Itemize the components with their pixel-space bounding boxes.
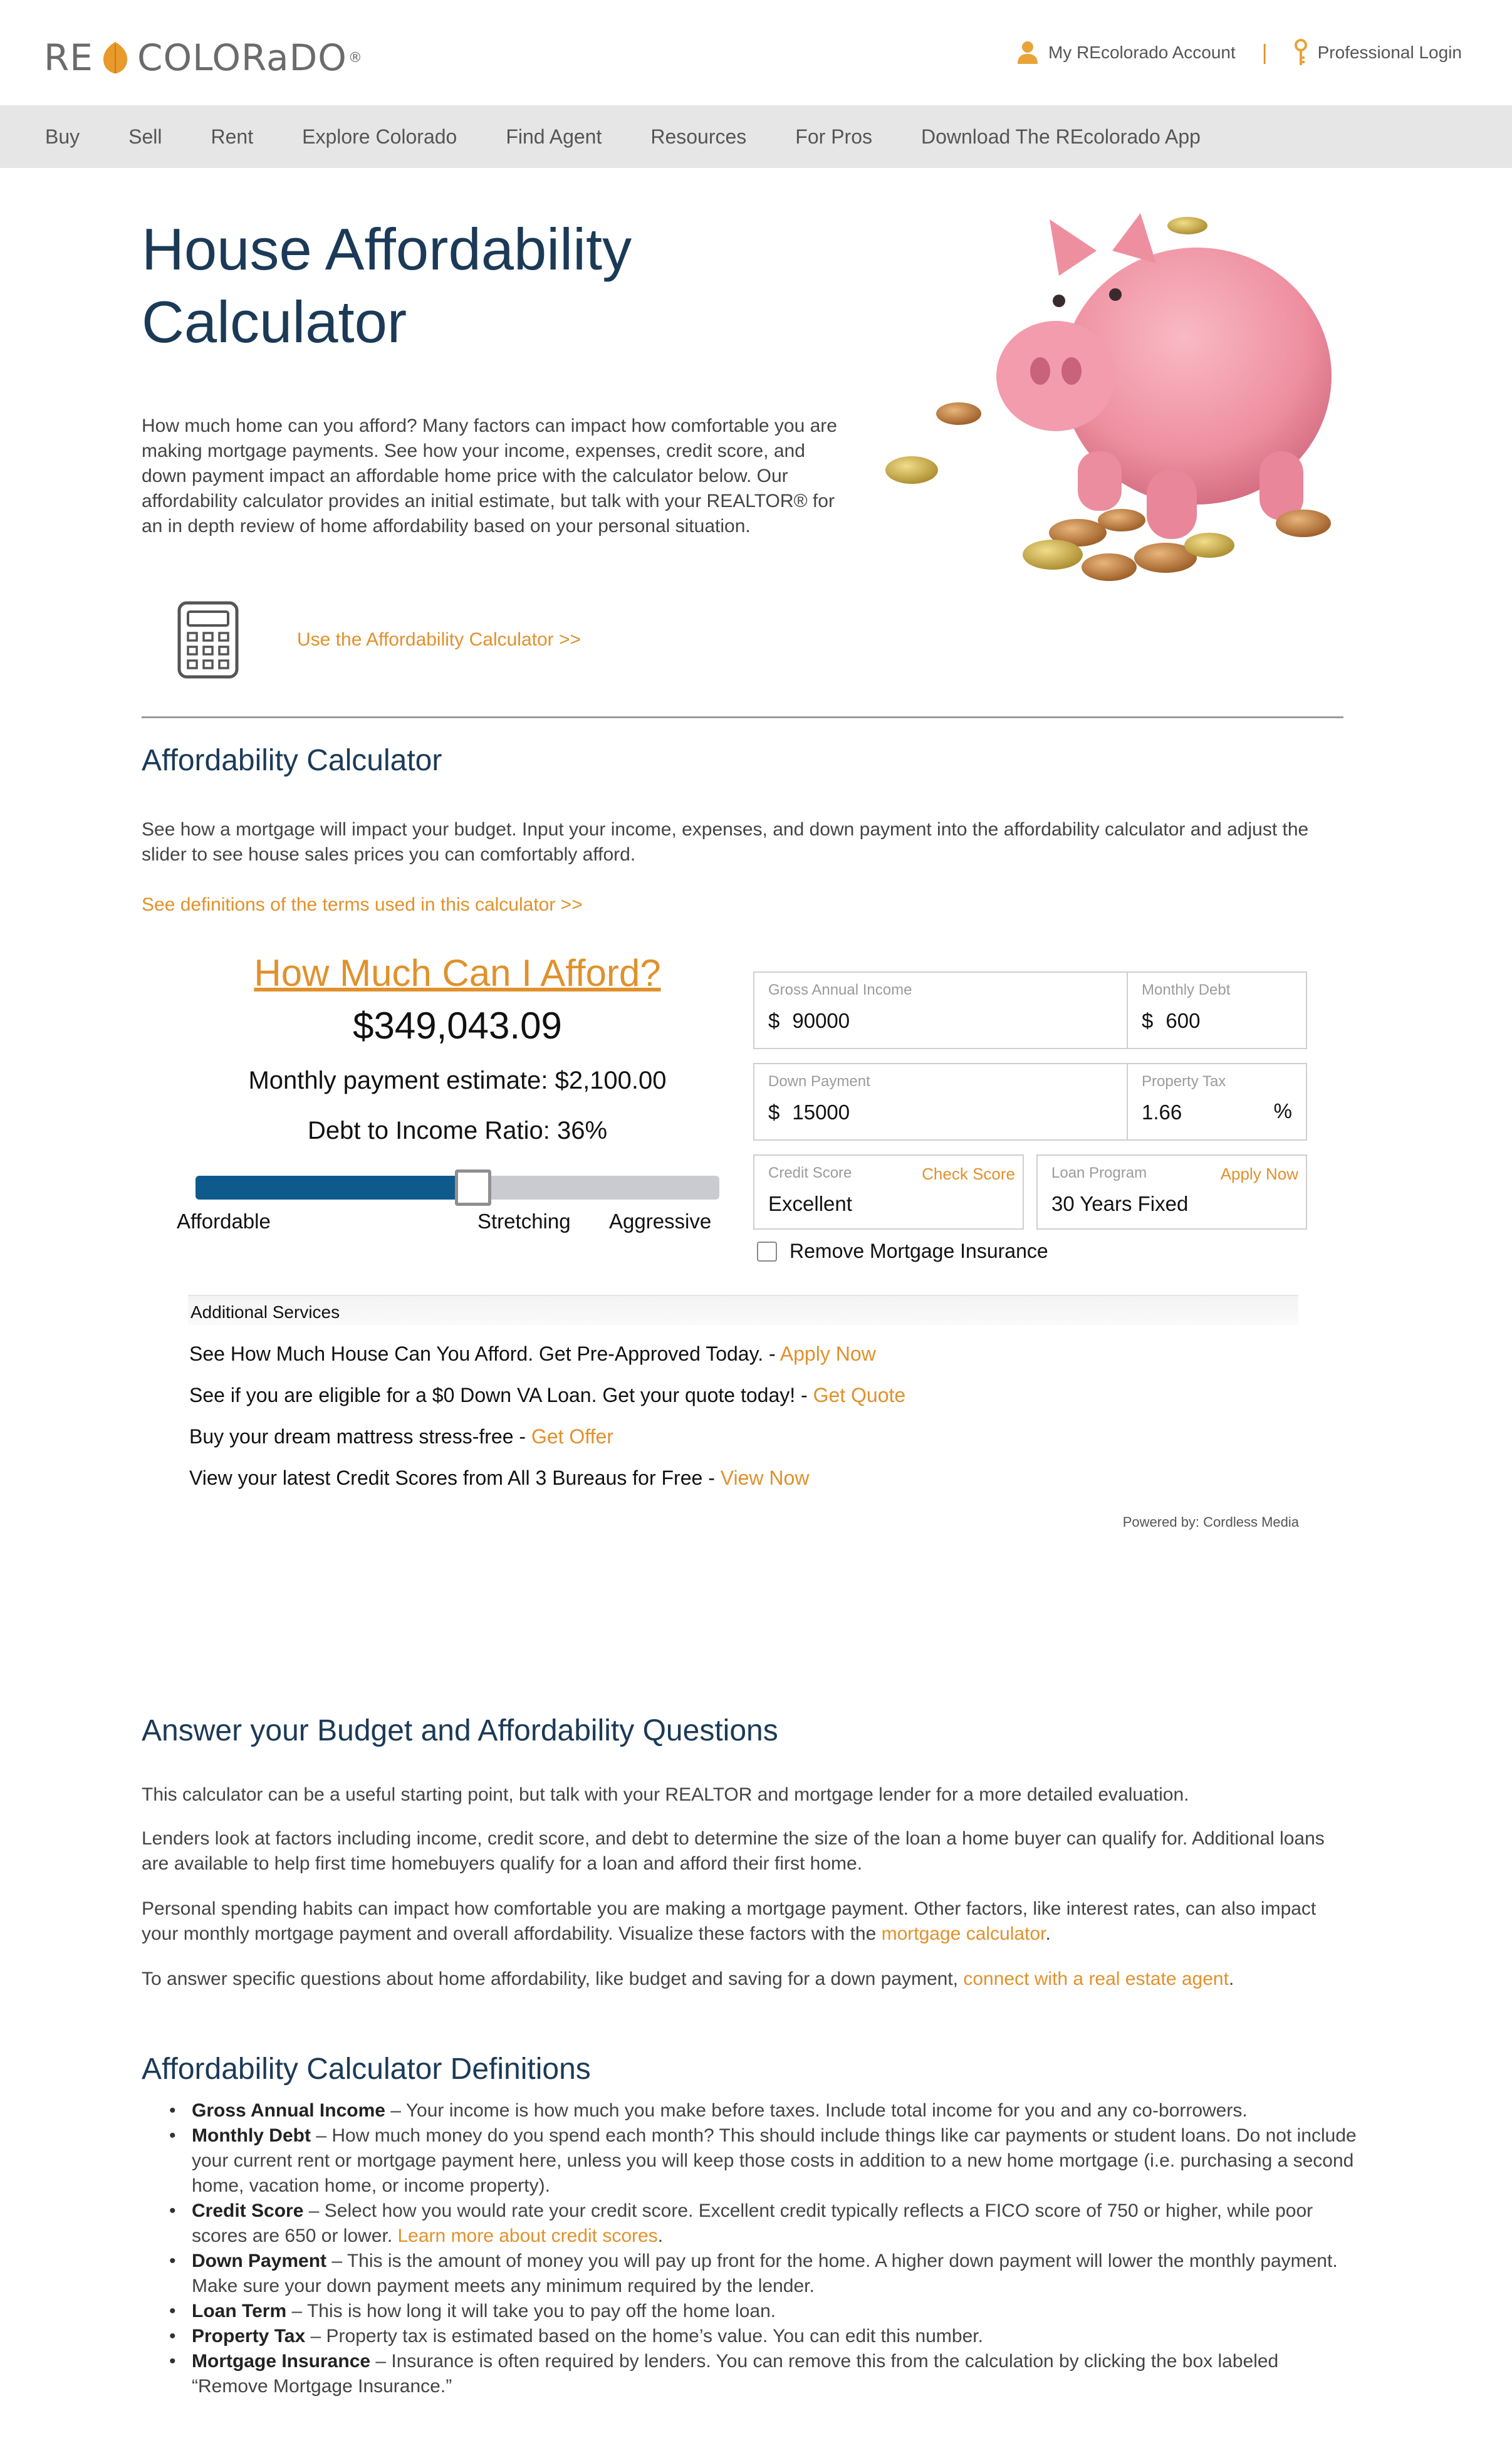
credit-score-label: Credit Score: [768, 1164, 852, 1181]
hero-intro-text: How much home can you afford? Many factors can impact how comfortable you are making mortgage payments. See how your income, expenses, credit score, and down payment impact an affordable home price with the calculator below. Our affordability calculator provides an initial estimate, but talk with your REALTOR® for an in depth review of home affordability based on your personal situation.: [142, 416, 837, 536]
loan-program-label: Loan Program: [1051, 1164, 1147, 1181]
budget-paragraph-2: Lenders look at factors including income, credit score, and debt to determine the size of the loan a home buyer can qualify for. Additional loans are available to help first time homebuyers qualify for a loan and afford their first home.: [142, 1828, 1325, 1874]
my-account-link[interactable]: [1016, 40, 1236, 65]
property-tax-unit: %: [1273, 1099, 1292, 1122]
property-tax-label: Property Tax: [1142, 1073, 1226, 1090]
gross-income-value: [768, 1009, 850, 1033]
my-account-label: My REcolorado Account: [1048, 43, 1236, 62]
definition-item: [192, 2098, 1357, 2123]
nav-item-sell[interactable]: Sell: [128, 125, 162, 148]
use-calculator-link[interactable]: Use the Affordability Calculator >>: [297, 629, 581, 650]
monthly-debt-field[interactable]: [1127, 971, 1307, 1049]
property-tax-field[interactable]: [1127, 1063, 1307, 1141]
loan-program-value: 30 Years Fixed: [1051, 1192, 1189, 1215]
mortgage-calculator-link[interactable]: mortgage calculator: [881, 1923, 1046, 1944]
affordable-amount: $349,043.09: [353, 1005, 562, 1047]
monthly-payment-estimate: Monthly payment estimate: $2,100.00: [248, 1067, 667, 1094]
monthly-debt-input[interactable]: 600: [1165, 1009, 1201, 1032]
property-tax-input[interactable]: 1.66: [1142, 1101, 1182, 1124]
definition-term: Down Payment: [192, 2251, 327, 2271]
nav-item-rent[interactable]: Rent: [211, 125, 254, 148]
slider-label-stretching: Stretching: [477, 1210, 571, 1233]
service-get-offer-link[interactable]: Get Offer: [531, 1425, 613, 1448]
down-payment-input[interactable]: 15000: [792, 1101, 850, 1124]
connect-agent-link[interactable]: connect with a real estate agent: [963, 1969, 1229, 1989]
logo-text-re: RE: [44, 36, 93, 79]
loan-apply-now-link[interactable]: Apply Now: [1220, 1164, 1298, 1183]
main-nav: [0, 105, 1512, 168]
additional-services-header: Additional Services: [188, 1295, 1298, 1325]
calculator-icon: [175, 600, 241, 679]
credit-score-select[interactable]: [753, 1154, 1024, 1230]
user-icon: [1016, 40, 1040, 65]
account-links: [1016, 39, 1462, 66]
service-item: [189, 1384, 905, 1407]
definition-item: [192, 2349, 1357, 2399]
remove-mortgage-insurance-checkbox[interactable]: [757, 1242, 777, 1262]
site-header: [0, 0, 1512, 105]
calculator-link-row: [175, 600, 581, 679]
piggy-bank-image: [871, 207, 1366, 595]
service-view-now-link[interactable]: View Now: [720, 1467, 810, 1489]
definition-text: – How much money do you spend each month? This should include things like car payments or student loans. Do not include your current rent or mortgage payment here, unless you will keep those costs in addition to a new home mortgage (i.e. purchasing a second home, vacation home, or income property).: [192, 2125, 1357, 2196]
debt-to-income-ratio: Debt to Income Ratio: 36%: [307, 1117, 608, 1144]
gross-income-input[interactable]: 90000: [792, 1009, 850, 1032]
service-separator: -: [795, 1384, 813, 1406]
nav-item-buy[interactable]: Buy: [45, 125, 80, 148]
definition-text: – This is how long it will take you to pay off the home loan.: [286, 2301, 776, 2321]
budget-p3-end: .: [1045, 1923, 1051, 1944]
slider-label-affordable: Affordable: [177, 1210, 271, 1233]
definition-text: – This is the amount of money you will pay up front for the home. A higher down payment will lower the monthly payment. Make sure your down payment meets any minimum required by the lender.: [192, 2251, 1338, 2296]
definition-item: [192, 2324, 1357, 2349]
service-text: Buy your dream mattress stress-free: [189, 1425, 514, 1448]
monthly-debt-currency: $: [1142, 1009, 1154, 1032]
budget-p3-text: Personal spending habits can impact how comfortable you are making a mortgage payment. Other factors, like interest rates, can also impact your monthly mortgage payment and overall affordability. Visualize these factors with the: [142, 1898, 1316, 1944]
definition-term: Loan Term: [192, 2301, 287, 2321]
budget-p4-text: To answer specific questions about home affordability, like budget and saving for a down payment,: [142, 1969, 964, 1989]
service-item: [189, 1425, 613, 1448]
loan-program-select[interactable]: [1036, 1154, 1307, 1230]
service-separator: -: [702, 1467, 721, 1489]
definition-term: Gross Annual Income: [192, 2100, 385, 2121]
how-much-afford-link[interactable]: How Much Can I Afford?: [254, 952, 661, 994]
service-text: See if you are eligible for a $0 Down VA Loan. Get your quote today!: [189, 1384, 796, 1406]
credit-score-value: Excellent: [768, 1192, 852, 1215]
aspen-leaf-icon: [97, 39, 133, 76]
header-separator: |: [1261, 40, 1268, 65]
definition-item: [192, 2199, 1357, 2249]
down-payment-value: [768, 1101, 850, 1124]
definition-item: [192, 2299, 1357, 2324]
page-title-line1: House Affordability: [142, 216, 632, 282]
down-payment-field[interactable]: [753, 1063, 1129, 1141]
nav-item-download-app[interactable]: Download The REcolorado App: [920, 125, 1201, 148]
definitions-section-title: Affordability Calculator Definitions: [142, 2053, 591, 2086]
recolorado-logo[interactable]: [44, 36, 363, 79]
affordability-slider-handle[interactable]: [455, 1169, 491, 1206]
definition-text: – Your income is how much you make before taxes. Include total income for you and any co-borrowers.: [385, 2100, 1248, 2121]
credit-scores-link[interactable]: Learn more about credit scores: [397, 2226, 658, 2246]
gross-income-currency: $: [768, 1009, 780, 1032]
budget-paragraph-3: [142, 1896, 1345, 1947]
nav-item-resources[interactable]: Resources: [650, 125, 747, 148]
powered-by: Powered by: Cordless Media: [1122, 1514, 1299, 1530]
professional-login-link[interactable]: [1293, 39, 1462, 66]
key-icon: [1293, 39, 1309, 66]
service-text: See How Much House Can You Afford. Get Pre-Approved Today.: [189, 1342, 764, 1365]
monthly-debt-label: Monthly Debt: [1142, 981, 1231, 998]
monthly-debt-value: [1142, 1009, 1200, 1033]
page-title: [142, 213, 756, 358]
gross-income-label: Gross Annual Income: [768, 981, 912, 998]
service-item: [189, 1467, 809, 1490]
definition-term: Property Tax: [192, 2326, 306, 2346]
down-payment-label: Down Payment: [768, 1073, 870, 1090]
remove-mortgage-insurance-option[interactable]: [757, 1240, 1048, 1263]
budget-paragraph-4: [142, 1967, 1345, 1992]
page-title-line2: Calculator: [142, 289, 407, 355]
budget-p4-end: .: [1228, 1969, 1234, 1989]
definition-term: Credit Score: [192, 2200, 304, 2221]
definitions-link[interactable]: See definitions of the terms used in this calculator >>: [142, 894, 583, 915]
section-divider: [142, 716, 1343, 718]
service-text: View your latest Credit Scores from All 3 Bureaus for Free: [189, 1467, 703, 1489]
nav-item-find-agent[interactable]: Find Agent: [506, 125, 602, 148]
definition-end: .: [657, 2226, 664, 2246]
slider-label-aggressive: Aggressive: [609, 1210, 712, 1233]
definition-text: – Insurance is often required by lenders. You can remove this from the calculation by clicking the box labeled “Remove Mortgage Insurance.”: [192, 2351, 1279, 2397]
remove-mortgage-insurance-label: Remove Mortgage Insurance: [790, 1240, 1048, 1262]
check-score-link[interactable]: Check Score: [922, 1164, 1015, 1183]
definition-text: – Property tax is estimated based on the home’s value. You can edit this number.: [305, 2326, 983, 2346]
nav-item-explore-colorado[interactable]: Explore Colorado: [302, 125, 457, 148]
logo-text-colorado: COLORaDO: [137, 36, 347, 79]
definitions-list: [192, 2098, 1357, 2399]
service-separator: -: [763, 1342, 780, 1365]
definition-item: [192, 2249, 1357, 2299]
service-item: [189, 1342, 876, 1366]
gross-income-field[interactable]: [753, 971, 1129, 1049]
professional-login-label: Professional Login: [1317, 43, 1462, 62]
calculator-section-title: Affordability Calculator: [142, 744, 442, 777]
definition-term: Monthly Debt: [192, 2125, 311, 2146]
definition-text: – Select how you would rate your credit score. Excellent credit typically reflects a FICO score of 750 or higher, while poor scores are 650 or lower.: [192, 2200, 1313, 2246]
service-get-quote-link[interactable]: Get Quote: [813, 1384, 906, 1406]
down-payment-currency: $: [768, 1101, 780, 1124]
service-separator: -: [513, 1425, 531, 1448]
affordability-slider-fill: [196, 1176, 473, 1200]
logo-registered: ®: [348, 50, 363, 66]
definition-item: [192, 2123, 1357, 2199]
nav-item-for-pros[interactable]: For Pros: [795, 125, 872, 148]
service-apply-now-link[interactable]: Apply Now: [779, 1342, 876, 1365]
definition-term: Mortgage Insurance: [192, 2351, 371, 2372]
budget-section-title: Answer your Budget and Affordability Questions: [142, 1714, 778, 1747]
budget-paragraph-1: This calculator can be a useful starting point, but talk with your REALTOR and mortgage lender for a more detailed evaluation.: [142, 1784, 1189, 1805]
calculator-section-text: See how a mortgage will impact your budget. Input your income, expenses, and down payment into the affordability calculator and adjust the slider to see house sales prices you can comfortably afford.: [142, 819, 1309, 865]
